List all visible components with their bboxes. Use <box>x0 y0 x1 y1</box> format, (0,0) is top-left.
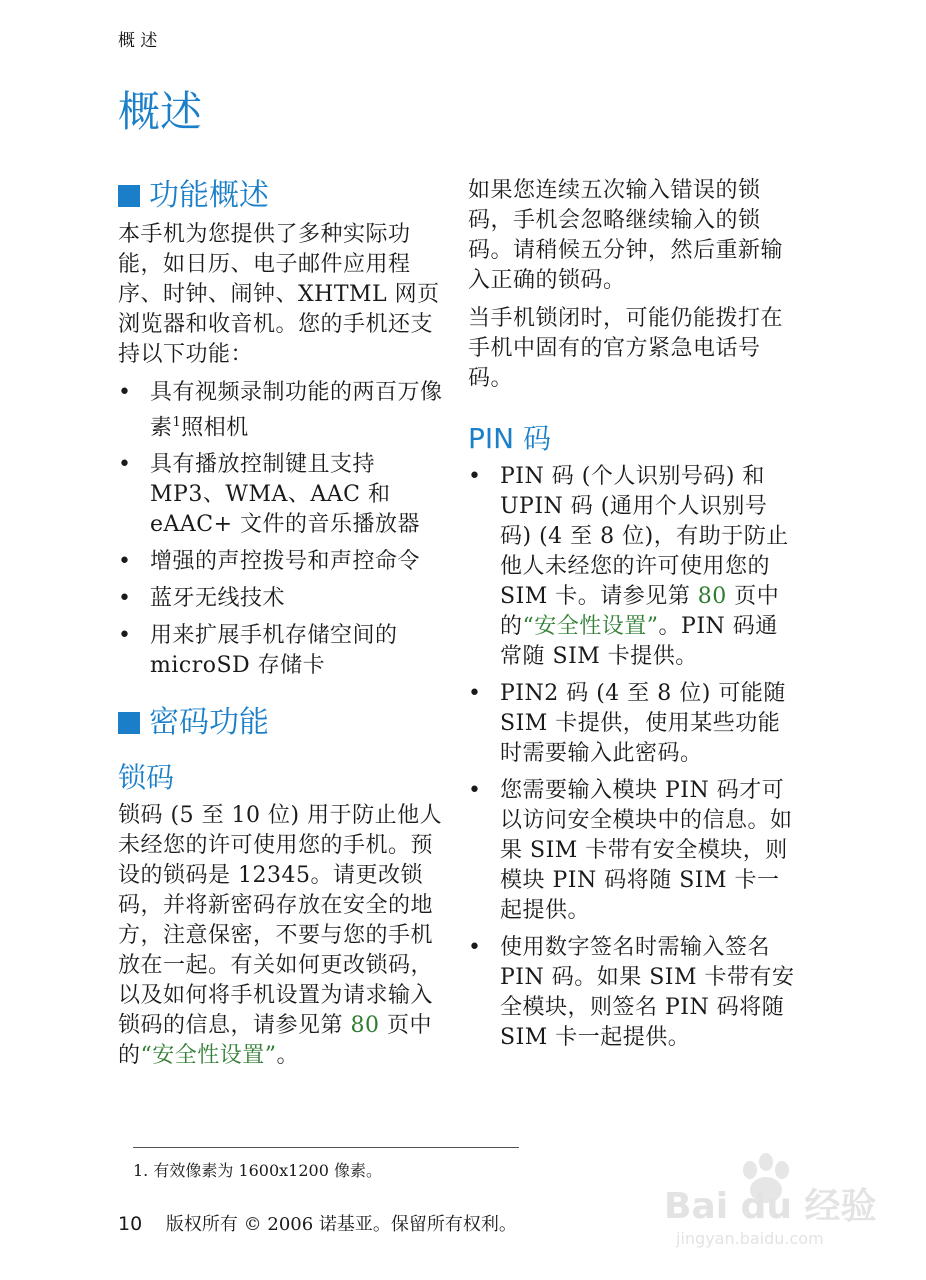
list-item <box>118 621 450 681</box>
lock-code-paragraph <box>118 801 450 1071</box>
list-item <box>118 584 450 614</box>
page-ref-link[interactable]: 80 <box>697 584 727 609</box>
list-item-text: PIN 码 (个人识别号码) 和 UPIN 码 (通用个人识别号码) (4 至 8 位)，有助于防止他人未经您的许可使用您的 SIM 卡。请参见第 <box>500 464 789 609</box>
section-heading-text: 密码功能 <box>149 705 269 741</box>
watermark-brand: Bai du 经验 <box>664 1186 877 1227</box>
subheading-pin-code: PIN 码 <box>468 422 551 455</box>
square-bullet-icon <box>118 712 140 734</box>
footnote-divider <box>133 1147 519 1148</box>
list-item-text-tail: 照相机 <box>181 415 249 441</box>
list-item-text-mid: 页中的 <box>500 584 780 639</box>
footnote-ref[interactable]: 1 <box>172 415 182 430</box>
list-item <box>118 547 450 577</box>
page-footer <box>118 1212 517 1237</box>
list-item-text: 您需要输入模块 PIN 码才可以访问安全模块中的信息。如果 SIM 卡带有安全模块，则模块 PIN 码将随 SIM 卡一起提供。 <box>500 778 793 923</box>
section-heading-passwords <box>118 703 450 743</box>
list-item <box>468 462 798 672</box>
bullet-dot-icon: • <box>468 935 482 960</box>
list-item <box>468 776 798 926</box>
lock-code-text: 锁码 (5 至 10 位) 用于防止他人未经您的许可使用您的手机。预设的锁码是 12345。请更改锁码，并将新密码存放在安全的地方，注意保密，不要与您的手机放在一起。有关如何更改锁码，以及如何将手机设置为请求输入锁码的信息，请参见第 <box>118 803 443 1039</box>
list-item-text: 蓝牙无线技术 <box>150 586 286 612</box>
list-item <box>468 679 798 769</box>
list-item <box>118 450 450 540</box>
list-item-text: 具有播放控制键且支持 MP3、WMA、AAC 和 eAAC+ 文件的音乐播放器 <box>150 452 421 538</box>
square-bullet-icon <box>118 185 140 207</box>
security-settings-link[interactable]: “安全性设置” <box>140 1043 277 1069</box>
chapter-title: 概述 <box>118 87 203 136</box>
list-item-text: 具有视频录制功能的两百万像素 <box>150 380 443 441</box>
list-item-text: 用来扩展手机存储空间的 microSD 存储卡 <box>150 623 398 679</box>
bullet-dot-icon: • <box>468 464 482 489</box>
footnote: 1. 有效像素为 1600x1200 像素。 <box>133 1161 382 1180</box>
bullet-dot-icon: • <box>468 681 482 706</box>
list-item-text: 增强的声控拨号和声控命令 <box>150 549 421 575</box>
list-item-text: PIN2 码 (4 至 8 位) 可能随 SIM 卡提供，使用某些功能时需要输入此密码。 <box>500 681 786 766</box>
page-ref-link[interactable]: 80 <box>350 1013 380 1039</box>
section-heading-text: 功能概述 <box>149 178 269 213</box>
watermark-url: jingyan.baidu.com <box>676 1229 824 1248</box>
list-item <box>118 378 450 443</box>
list-item <box>468 933 798 1053</box>
bullet-dot-icon: • <box>118 623 132 649</box>
list-item-text-end: 。PIN 码通常随 SIM 卡提供。 <box>500 614 778 669</box>
bullet-dot-icon: • <box>118 380 132 405</box>
features-list <box>118 378 450 681</box>
bullet-dot-icon: • <box>118 549 132 575</box>
security-settings-link[interactable]: “安全性设置” <box>522 614 659 639</box>
pin-list <box>468 462 798 1053</box>
copyright-text: 版权所有 © 2006 诺基亚。保留所有权利。 <box>165 1214 517 1235</box>
section-heading-features <box>118 176 450 216</box>
bullet-dot-icon: • <box>468 778 482 803</box>
features-intro: 本手机为您提供了多种实际功能，如日历、电子邮件应用程序、时钟、闹钟、XHTML 网页浏览器和收音机。您的手机还支持以下功能： <box>118 222 440 367</box>
lock-retry-paragraph: 如果您连续五次输入错误的锁码，手机会忽略继续输入的锁码。请稍候五分钟，然后重新输入正确的锁码。 <box>468 178 784 293</box>
lock-code-text-mid: 页中的 <box>118 1013 432 1069</box>
emergency-call-paragraph: 当手机锁闭时，可能仍能拨打在手机中固有的官方紧急电话号码。 <box>468 306 784 391</box>
lock-code-text-end: 。 <box>276 1043 300 1069</box>
bullet-dot-icon: • <box>118 452 132 478</box>
page-number: 10 <box>118 1213 143 1235</box>
baidu-watermark-logo <box>658 1140 888 1252</box>
right-column <box>468 176 798 1063</box>
running-header: 概 述 <box>118 31 158 51</box>
subheading-lock-code: 锁码 <box>118 761 175 795</box>
left-column <box>118 176 450 1079</box>
bullet-dot-icon: • <box>118 586 132 612</box>
list-item-text: 使用数字签名时需输入签名 PIN 码。如果 SIM 卡带有安全模块，则签名 PIN 码将随 SIM 卡一起提供。 <box>500 935 795 1050</box>
